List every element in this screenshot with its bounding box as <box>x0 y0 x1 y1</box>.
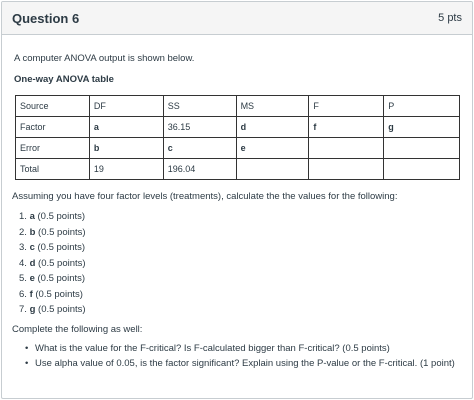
header-source: Source <box>16 96 90 117</box>
item-points: (0.5 points) <box>35 257 86 269</box>
list-item <box>19 256 467 272</box>
table-title: One-way ANOVA table <box>14 74 114 85</box>
item-key: f <box>29 288 33 300</box>
header-df: DF <box>89 96 163 117</box>
item-points: (0.5 points) <box>34 211 86 222</box>
cell-ss: 196.04 <box>163 159 236 180</box>
item-number: 1. <box>19 211 27 222</box>
bullet-item <box>27 357 467 371</box>
cell-f-value: f <box>313 122 317 132</box>
list-item <box>19 287 467 303</box>
header-p: P <box>384 96 460 117</box>
cell-p <box>384 117 460 138</box>
cell-df-value: a <box>93 122 99 132</box>
table-row <box>16 117 460 138</box>
item-key: b <box>29 226 36 238</box>
cell-p <box>384 159 460 180</box>
cell-ss-value: c <box>167 143 173 153</box>
cell-df: 19 <box>89 159 163 180</box>
item-number: 6. <box>19 288 27 300</box>
cell-df-value: b <box>93 143 100 153</box>
item-number: 7. <box>19 304 27 315</box>
item-key: e <box>29 273 35 284</box>
table-header-row <box>16 96 460 117</box>
cell-ss: 36.15 <box>163 117 236 138</box>
header-f: F <box>309 96 384 117</box>
bullet-icon: • <box>25 342 29 354</box>
item-number: 4. <box>19 257 27 269</box>
item-points: (0.5 points) <box>35 226 86 238</box>
table-row <box>16 159 460 180</box>
cell-f <box>309 159 384 180</box>
cell-ms-value: d <box>240 122 247 132</box>
cell-p-value: g <box>388 122 394 132</box>
item-key: d <box>29 257 36 269</box>
question-header <box>2 2 472 35</box>
cell-ms-value: e <box>240 143 246 153</box>
list-item <box>19 271 467 287</box>
cell-ms <box>236 117 309 138</box>
list-item <box>19 225 467 241</box>
intro-text: A computer ANOVA output is shown below. <box>14 53 195 64</box>
list-item <box>19 302 467 318</box>
item-key: c <box>29 242 35 253</box>
item-key: a <box>29 211 35 222</box>
cell-df <box>89 138 163 159</box>
item-key: g <box>29 304 36 315</box>
instructions-text: Assuming you have four factor levels (treatments), calculate the the values for the following: <box>12 191 398 202</box>
item-points: (0.5 points) <box>34 242 86 253</box>
table-row <box>16 138 460 159</box>
answer-list <box>12 209 467 318</box>
cell-ss <box>163 138 236 159</box>
item-number: 3. <box>19 242 27 253</box>
question-body <box>2 35 472 86</box>
cell-f <box>309 117 384 138</box>
cell-source: Error <box>16 138 90 159</box>
cell-source: Factor <box>16 117 90 138</box>
bullet-text: What is the value for the F-critical? Is F-calculated bigger than F-critical? (0.5 points) <box>35 342 390 354</box>
bullet-icon: • <box>25 357 29 369</box>
bullet-item <box>27 342 467 356</box>
item-number: 2. <box>19 226 27 238</box>
header-ss: SS <box>163 96 236 117</box>
bullet-text: Use alpha value of 0.05, is the factor significant? Explain using the P-value or the F-critical. (1 point) <box>35 357 455 369</box>
question-title: Question 6 <box>12 10 80 26</box>
list-item <box>19 240 467 256</box>
question-instructions <box>12 191 467 371</box>
item-number: 5. <box>19 273 27 284</box>
complete-label: Complete the following as well: <box>12 323 143 335</box>
anova-table <box>15 95 460 180</box>
question-points: 5 pts <box>438 12 462 24</box>
item-points: (0.5 points) <box>35 304 86 315</box>
cell-p <box>384 138 460 159</box>
bullet-list <box>12 342 467 371</box>
cell-source: Total <box>16 159 90 180</box>
item-points: (0.5 points) <box>32 288 83 300</box>
cell-df <box>89 117 163 138</box>
cell-f <box>309 138 384 159</box>
list-item <box>19 209 467 225</box>
cell-ms <box>236 159 309 180</box>
item-points: (0.5 points) <box>34 273 86 284</box>
header-ms: MS <box>236 96 309 117</box>
cell-ms <box>236 138 309 159</box>
